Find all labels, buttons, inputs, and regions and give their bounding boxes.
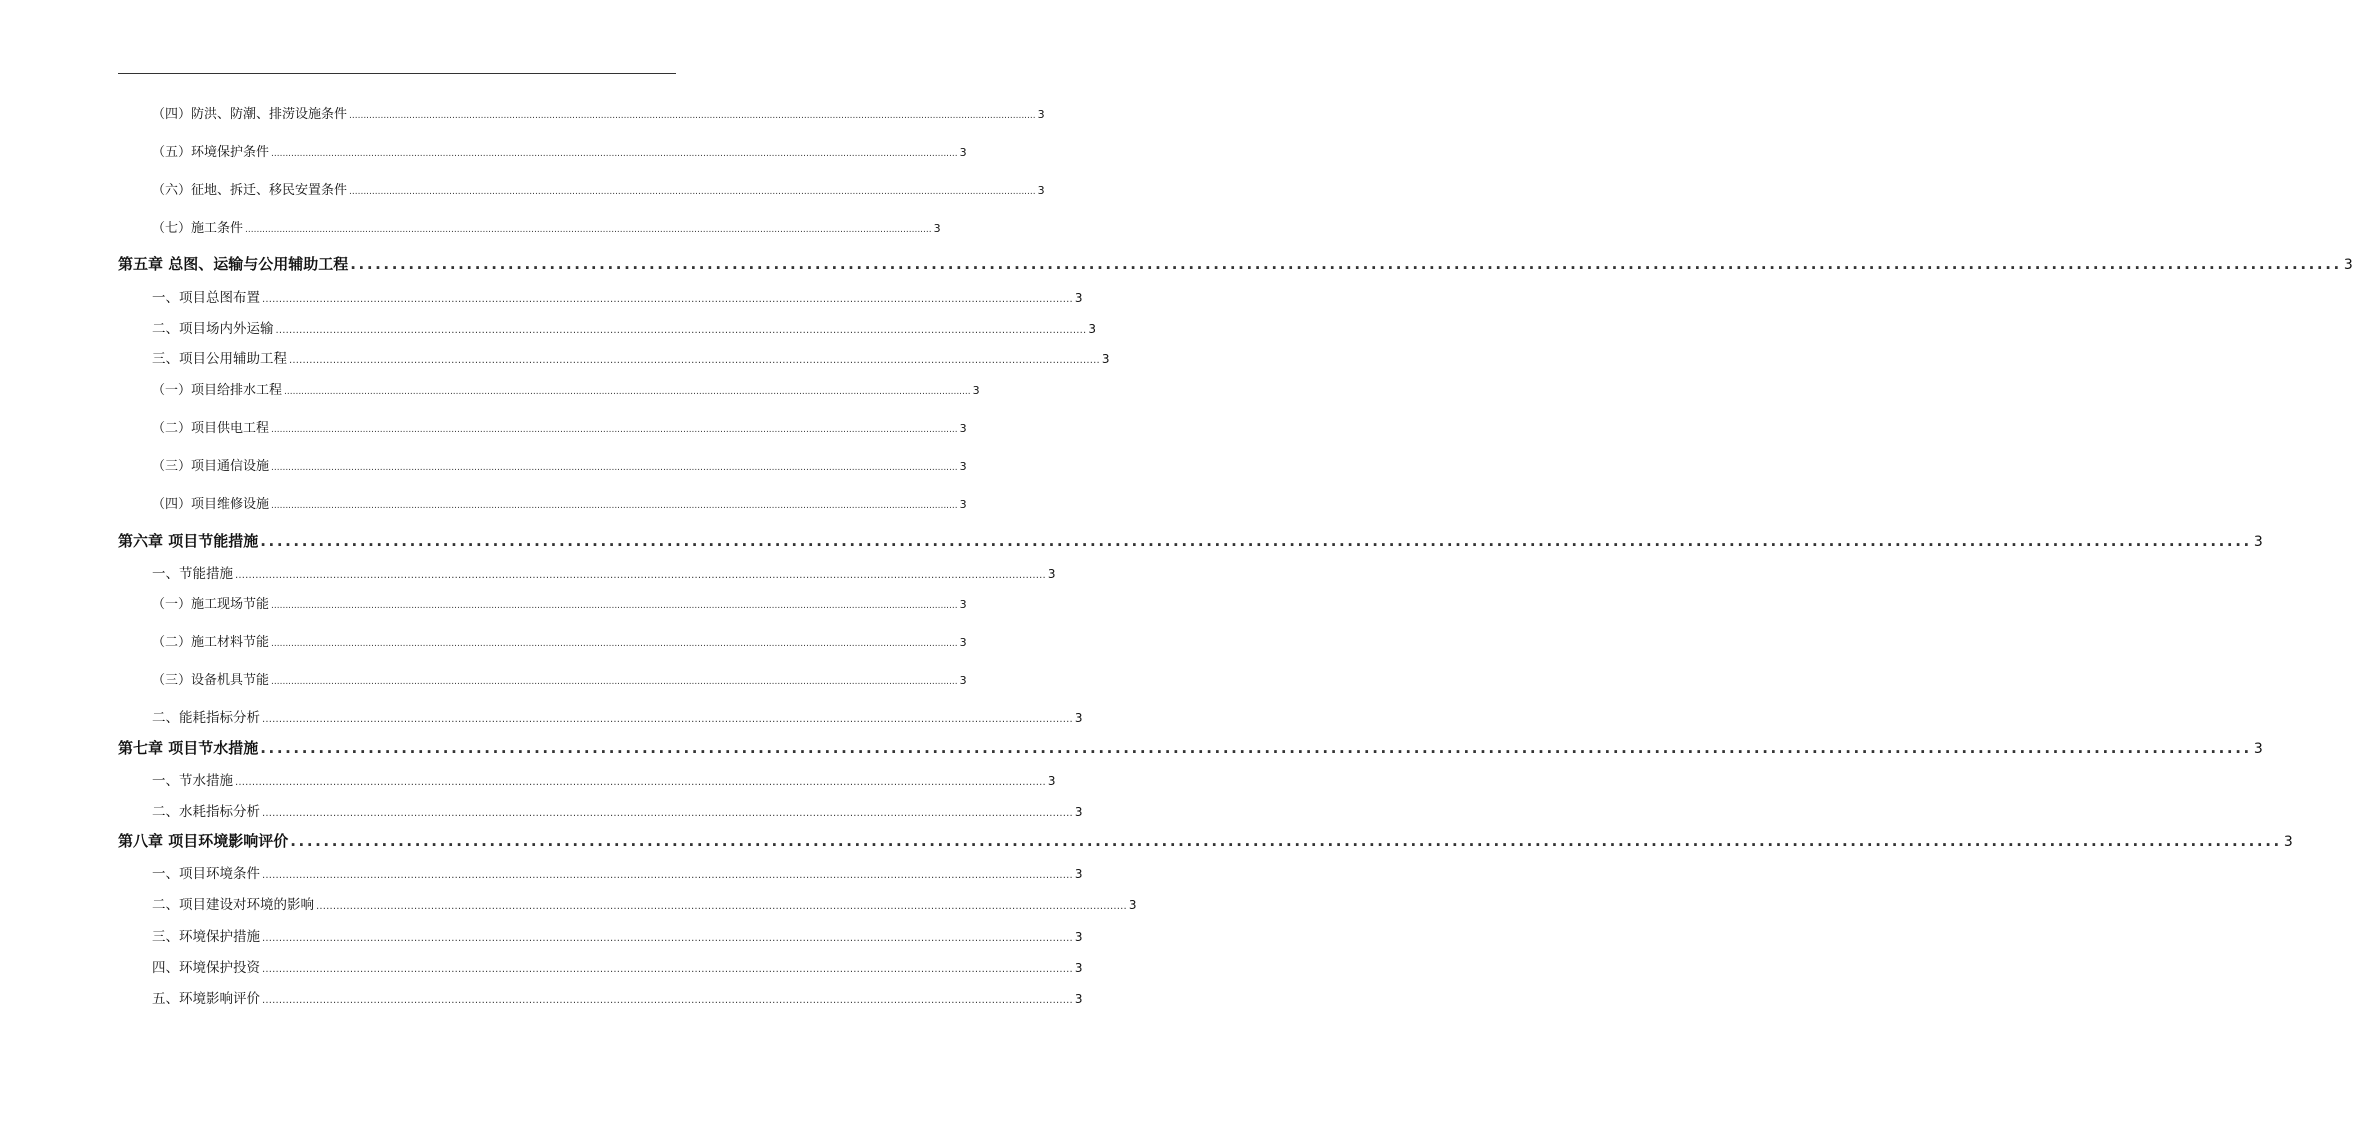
dot-leader: ................................................................................................................................................................................................................................................ (350, 255, 2342, 273)
toc-entry-label: 第七章 项目节水措施 (118, 739, 259, 757)
dot-leader: ................................................................................................................................................................................................................................................ (290, 832, 2282, 850)
toc-entry[interactable] (152, 987, 1083, 1007)
dot-leader: ................................................................................................................................................................................................................................................ (316, 901, 1127, 912)
toc-entry-page: 3 (959, 598, 967, 611)
toc-entry-label: （七）施工条件 (152, 221, 244, 236)
toc-chapter-entry[interactable] (118, 253, 2353, 274)
dot-leader: ................................................................................................................................................................................................................................................ (262, 933, 1073, 944)
toc-entry-label: （三）项目通信设施 (152, 459, 270, 474)
dot-leader: ................................................................................................................................................................................................................................................ (262, 995, 1073, 1006)
toc-entry-label: （二）施工材料节能 (152, 635, 270, 650)
toc-entry[interactable] (152, 179, 1045, 198)
toc-entry-label: 一、项目环境条件 (152, 866, 260, 882)
toc-chapter-entry[interactable] (118, 830, 2293, 851)
toc-entry[interactable] (152, 379, 980, 398)
toc-entry-label: 一、节能措施 (152, 566, 233, 582)
dot-leader: ................................................................................................................................................................................................................................................ (271, 425, 958, 435)
toc-entry-page: 3 (2253, 741, 2263, 757)
dot-leader: ................................................................................................................................................................................................................................................ (260, 739, 2252, 757)
toc-entry[interactable] (152, 669, 967, 688)
toc-entry-label: （四）防洪、防潮、排涝设施条件 (152, 107, 348, 122)
toc-entry-page: 3 (1074, 291, 1083, 305)
dot-leader: ................................................................................................................................................................................................................................................ (349, 111, 1036, 121)
toc-entry-page: 3 (959, 422, 967, 435)
toc-entry-label: 第五章 总图、运输与公用辅助工程 (118, 255, 349, 273)
toc-entry[interactable] (152, 417, 967, 436)
toc-entry-page: 3 (2343, 257, 2353, 273)
toc-entry[interactable] (152, 893, 1137, 913)
dot-leader: ................................................................................................................................................................................................................................................ (349, 187, 1036, 197)
toc-entry-label: （六）征地、拆迁、移民安置条件 (152, 183, 348, 198)
dot-leader: ................................................................................................................................................................................................................................................ (271, 639, 958, 649)
dot-leader: ................................................................................................................................................................................................................................................ (289, 355, 1100, 366)
dot-leader: ................................................................................................................................................................................................................................................ (275, 325, 1087, 336)
toc-entry-label: 二、项目场内外运输 (152, 321, 274, 337)
toc-entry[interactable] (152, 593, 967, 612)
toc-entry-label: （三）设备机具节能 (152, 673, 270, 688)
toc-entry[interactable] (152, 956, 1083, 976)
toc-entry[interactable] (152, 217, 941, 236)
toc-entry-page: 3 (1074, 961, 1083, 975)
toc-entry[interactable] (152, 317, 1097, 337)
dot-leader: ................................................................................................................................................................................................................................................ (245, 225, 932, 235)
toc-entry-page: 3 (1101, 352, 1110, 366)
toc-entry-label: 一、节水措施 (152, 773, 233, 789)
dot-leader: ................................................................................................................................................................................................................................................ (235, 570, 1046, 581)
dot-leader: ................................................................................................................................................................................................................................................ (262, 870, 1073, 881)
dot-leader: ................................................................................................................................................................................................................................................ (262, 808, 1073, 819)
toc-entry[interactable] (152, 103, 1045, 122)
dot-leader: ................................................................................................................................................................................................................................................ (262, 964, 1073, 975)
dot-leader: ................................................................................................................................................................................................................................................ (271, 501, 958, 511)
toc-entry[interactable] (152, 455, 967, 474)
toc-entry-page: 3 (1047, 774, 1056, 788)
toc-entry-page: 3 (1037, 184, 1045, 197)
toc-entry-page: 3 (1074, 711, 1083, 725)
toc-entry-page: 3 (1037, 108, 1045, 121)
dot-leader: ................................................................................................................................................................................................................................................ (271, 463, 958, 473)
toc-entry-page: 3 (972, 384, 980, 397)
toc-entry[interactable] (152, 141, 967, 160)
toc-entry-label: （四）项目维修设施 (152, 497, 270, 512)
toc-entry[interactable] (152, 286, 1083, 306)
toc-entry-page: 3 (959, 146, 967, 159)
toc-entry-label: 四、环境保护投资 (152, 960, 260, 976)
toc-entry-label: 第六章 项目节能措施 (118, 532, 259, 550)
dot-leader: ................................................................................................................................................................................................................................................ (271, 601, 958, 611)
toc-entry-page: 3 (1074, 867, 1083, 881)
toc-entry[interactable] (152, 862, 1083, 882)
toc-entry[interactable] (152, 347, 1110, 367)
dot-leader: ................................................................................................................................................................................................................................................ (235, 777, 1046, 788)
toc-entry-label: （二）项目供电工程 (152, 421, 270, 436)
toc-entry-label: 二、项目建设对环境的影响 (152, 897, 314, 913)
toc-entry-label: 二、能耗指标分析 (152, 710, 260, 726)
toc-entry-page: 3 (959, 636, 967, 649)
toc-entry-label: 一、项目总图布置 (152, 290, 260, 306)
toc-entry[interactable] (152, 562, 1056, 582)
toc-entry-label: （五）环境保护条件 (152, 145, 270, 160)
toc-entry-label: 五、环境影响评价 (152, 991, 260, 1007)
toc-entry-label: 三、项目公用辅助工程 (152, 351, 287, 367)
toc-entry-label: （一）项目给排水工程 (152, 383, 283, 398)
dot-leader: ................................................................................................................................................................................................................................................ (262, 714, 1073, 725)
toc-entry-page: 3 (2253, 534, 2263, 550)
dot-leader: ................................................................................................................................................................................................................................................ (260, 532, 2252, 550)
toc-entry[interactable] (152, 800, 1083, 820)
dot-leader: ................................................................................................................................................................................................................................................ (262, 294, 1073, 305)
toc-entry[interactable] (152, 925, 1083, 945)
toc-entry-page: 3 (959, 674, 967, 687)
toc-entry-page: 3 (933, 222, 941, 235)
toc-entry-page: 3 (959, 460, 967, 473)
dot-leader: ................................................................................................................................................................................................................................................ (271, 149, 958, 159)
toc-entry-label: 第八章 项目环境影响评价 (118, 832, 289, 850)
toc-entry-label: （一）施工现场节能 (152, 597, 270, 612)
toc-entry-page: 3 (1074, 992, 1083, 1006)
toc-entry-page: 3 (1128, 898, 1137, 912)
toc-entry-page: 3 (1074, 805, 1083, 819)
toc-entry-page: 3 (959, 498, 967, 511)
toc-entry[interactable] (152, 631, 967, 650)
toc-chapter-entry[interactable] (118, 737, 2263, 758)
dot-leader: ................................................................................................................................................................................................................................................ (271, 677, 958, 687)
toc-entry[interactable] (152, 769, 1056, 789)
toc-chapter-entry[interactable] (118, 530, 2263, 551)
toc-entry-page: 3 (2283, 834, 2293, 850)
toc-entry-page: 3 (1088, 322, 1097, 336)
toc-entry-label: 二、水耗指标分析 (152, 804, 260, 820)
toc-entry[interactable] (152, 493, 967, 512)
toc-entry-page: 3 (1047, 567, 1056, 581)
dot-leader: ................................................................................................................................................................................................................................................ (284, 387, 971, 397)
toc-entry[interactable] (152, 706, 1083, 726)
toc-entry-label: 三、环境保护措施 (152, 929, 260, 945)
toc-entry-page: 3 (1074, 930, 1083, 944)
